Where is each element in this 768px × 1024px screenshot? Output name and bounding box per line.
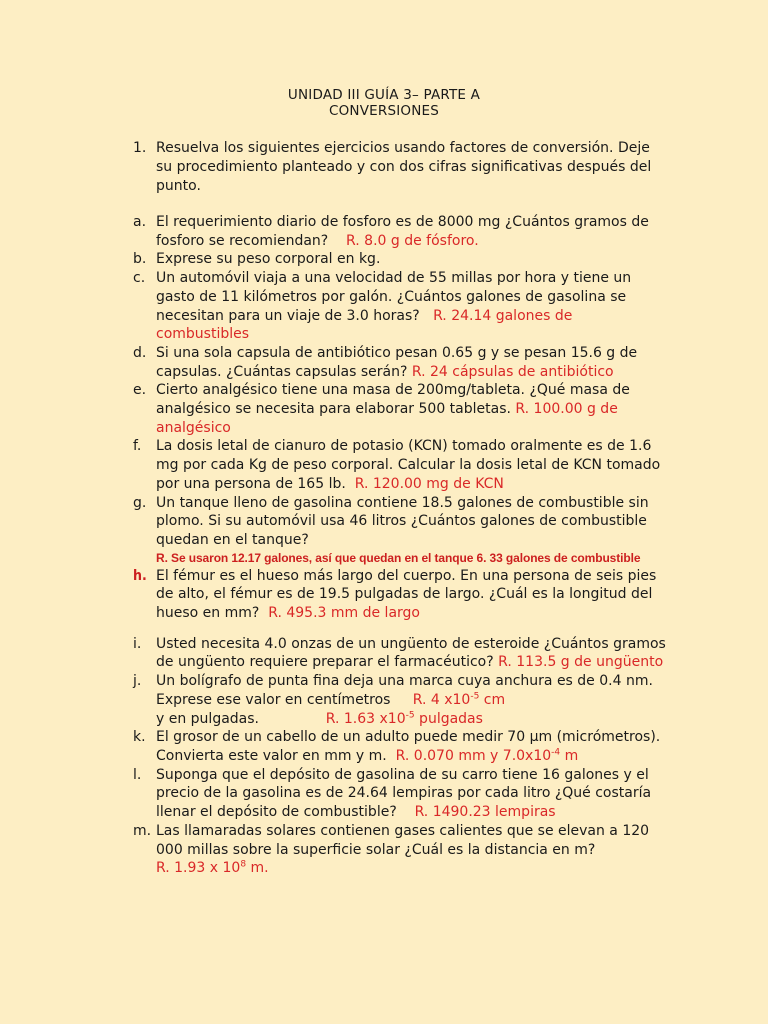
exercise-e: e. Cierto analgésico tiene una masa de 200mg/tableta. ¿Qué masa de analgésico se necesita para elaborar 500 tabletas. R. 100.00 g de analgésico bbox=[133, 382, 630, 436]
answer-j-cm: R. 4 $x10^{-5}$ cm bbox=[412, 691, 506, 708]
answer-h: R. 495.3 mm de largo bbox=[268, 605, 420, 622]
answer-k: R. 0.070 mm y $7.0x10^{-4}$ m bbox=[395, 747, 579, 764]
exercise-list bbox=[133, 213, 668, 878]
exercise-j: j. Un bolígrafo de punta fina deja una marca cuya anchura es de 0.4 nm. Exprese ese valor en centímetros R. 4 $x10^{-5}$ cm y en pulgadas. R. 1.63 $x10^{-5}$ pulgadas bbox=[133, 673, 653, 727]
answer-l: R. 1490.23 lempiras bbox=[414, 804, 556, 821]
exercise-h: h. El fémur es el hueso más largo del cuerpo. En una persona de seis pies de alto, el fémur es de 19.5 pulgadas de largo. ¿Cuál es la longitud del hueso en mm? R. 495.3 mm de largo bbox=[133, 567, 657, 622]
exercise-g: g. Un tanque lleno de gasolina contiene 18.5 galones de combustible sin plomo. Si su automóvil usa 46 litros ¿Cuántos galones de combustible quedan en el tanque? bbox=[133, 494, 649, 548]
instructions bbox=[133, 139, 653, 196]
answer-g: R. Se usaron 12.17 galones, así que quedan en el tanque 6. 33 galones de combustible bbox=[156, 550, 641, 565]
instructions-number: 1. bbox=[133, 140, 147, 156]
exercise-d: d. Si una sola capsula de antibiótico pesan 0.65 g y se pesan 15.6 g de capsulas. ¿Cuántas capsulas serán? R. 24 cápsulas de antibiótico bbox=[133, 344, 638, 380]
exercise-k: k. El grosor de un cabello de un adulto puede medir 70 µm (micrómetros). Convierta este valor en mm y m. R. 0.070 mm y $7.0x10^{-4}$ m bbox=[133, 729, 661, 764]
header-title: UNIDAD III GUÍA 3– PARTE A bbox=[287, 87, 481, 103]
exercise-c: c. Un automóvil viaja a una velocidad de 55 millas por hora y tiene un gasto de 11 kilómetros por galón. ¿Cuántos galones de gasolina se necesitan para un viaje de 3.0 horas? R. 24.14 galones de combustibles bbox=[133, 270, 632, 343]
exercise-a: a. El requerimiento diario de fosforo es de 8000 mg ¿Cuántos gramos de fosforo se recomiendan? R. 8.0 g de fósforo. bbox=[133, 214, 649, 249]
answer-m: R. 1.93 x $10^8$ m. bbox=[156, 859, 269, 877]
exercise-f: f. La dosis letal de cianuro de potasio (KCN) tomado oralmente es de 1.6 mg por cada Kg de peso corporal. Calcular la dosis letal de KCN tomado por una persona de 165 lb. R. 120.00 mg de KCN bbox=[133, 438, 661, 492]
exercise-l: l. Suponga que el depósito de gasolina de su carro tiene 16 galones y el precio de la gasolina es de 24.64 lempiras por cada litro ¿Qué costaría llenar el depósito de combustible? R. 1490.23 lempiras bbox=[133, 766, 652, 821]
instructions-text: Resuelva los siguientes ejercicios usando factores de conversión. Deje su procedimiento planteado y con dos cifras significativas después del punto. bbox=[156, 140, 652, 194]
exercise-b: b. Exprese su peso corporal en kg. bbox=[133, 251, 381, 268]
answer-j-in: R. 1.63 $x10^{-5}$ pulgadas bbox=[325, 709, 483, 727]
exercise-m: m. Las llamaradas solares contienen gases calientes que se elevan a 120 000 millas sobre la superficie solar ¿Cuál es la distancia en m? R. 1.93 x $10^8$ m. bbox=[133, 822, 650, 877]
header-subtitle: CONVERSIONES bbox=[328, 103, 440, 119]
answer-a: R. 8.0 g de fósforo. bbox=[346, 232, 479, 249]
answer-f: R. 120.00 mg de KCN bbox=[354, 475, 504, 492]
answer-d: R. 24 cápsulas de antibiótico bbox=[411, 363, 614, 380]
answer-c: R. 24.14 galones de combustibles bbox=[156, 307, 573, 343]
answer-e: R. 100.00 g de analgésico bbox=[156, 401, 618, 436]
answer-i: R. 113.5 g de ungüento bbox=[498, 654, 664, 671]
exercise-i: i. Usted necesita 4.0 onzas de un ungüento de esteroide ¿Cuántos gramos de ungüento requiere preparar el farmacéutico? R. 113.5 g de ungüento bbox=[133, 635, 666, 671]
